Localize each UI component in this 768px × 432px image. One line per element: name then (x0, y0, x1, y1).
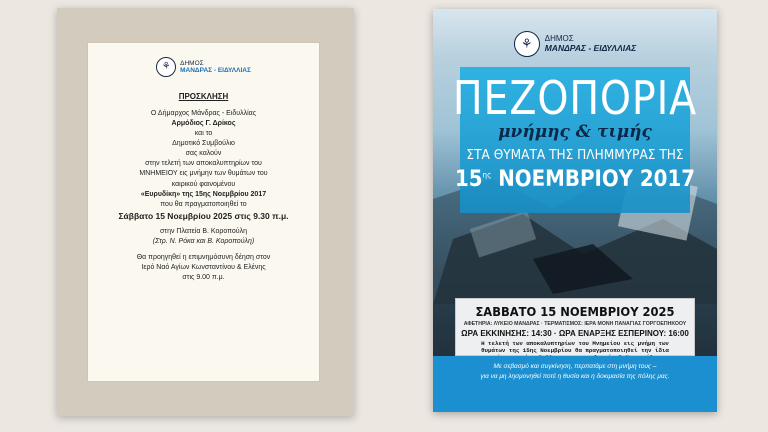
invitation-logo (98, 57, 309, 77)
invitation-line: σας καλούν (185, 150, 222, 158)
poster-logo-line2: ΜΑΝΔΡΑΣ - ΕΙΔΥΛΛΙΑΣ (544, 42, 637, 53)
invitation-line: Ιερό Ναό Αγίων Κωνσταντίνου & Ελένης (141, 263, 266, 271)
invitation-card (87, 42, 320, 382)
event-details-box (455, 298, 695, 356)
invitation-line: στην τελετή των αποκαλυπτηρίων του (145, 160, 262, 168)
invitation-line: Αρμόδιος Γ. Δρίκος (171, 119, 236, 127)
poster-month-year: ΝΟΕΜΒΡΙΟΥ 2017 (498, 167, 696, 192)
invitation-line: στις 9.00 π.μ. (182, 273, 225, 281)
poster-footer (433, 356, 717, 412)
footer-line: Με σεβασμό και συγκίνηση, περπατάμε στη μνήμη τους – (493, 363, 657, 370)
municipality-logo-icon: ⚘ (156, 57, 176, 77)
poster-day: 15 (454, 167, 483, 192)
poster-logo-line1: ΔΗΜΟΣ (544, 33, 574, 43)
invitation-line: «Ευρυδίκη» της 15ης Νοεμβρίου 2017 (140, 190, 267, 198)
municipality-logo-icon: ⚘ (514, 31, 540, 57)
description-line: Η τελετή των αποκαλυπτηρίων του Μνημείου εις μνήμη των (481, 340, 669, 347)
invitation-frame (57, 8, 354, 416)
invitation-line: Θα προηγηθεί η επιμνημόσυνη δέηση στον (136, 253, 271, 261)
footer-line: για να μη λησμονηθεί ποτέ η θυσία και η δοκιμασία της πόλης μας. (480, 372, 670, 380)
invitation-line: και το (194, 129, 213, 137)
invitation-line: στην Πλατεία Β. Κοροπούλη (159, 228, 247, 236)
invitation-line: (Στρ. Ν. Ρόκα και Β. Κοροπούλη) (152, 238, 255, 246)
invitation-line: Δημοτικό Συμβούλιο (172, 140, 235, 148)
invitation-title: ΠΡΟΣΚΛΗΣΗ (178, 92, 229, 101)
invitation-line: ΜΝΗΜΕΙΟΥ εις μνήμην των θυμάτων του (139, 170, 268, 178)
event-date: ΣΑΒΒΑΤΟ 15 ΝΟΕΜΒΡΙΟΥ 2025 (475, 304, 675, 319)
invitation-date: Σάββατο 15 Νοεμβρίου 2025 στις 9.30 π.μ. (118, 211, 289, 221)
event-hours: ΩΡΑ ΕΚΚΙΝΗΣΗΣ: 14:30 · ΩΡΑ ΕΝΑΡΞΗΣ ΕΣΠΕΡΙΝΟΥ: 16:00 (461, 329, 689, 338)
logo-line1: ΔΗΜΟΣ (180, 59, 204, 67)
logo-line2: ΜΑΝΔΡΑΣ - ΕΙΔΥΛΛΙΑΣ (180, 67, 251, 74)
poster-logo (433, 31, 717, 57)
event-poster (433, 9, 717, 412)
poster-line4 (447, 167, 703, 192)
event-route: ΑΦΕΤΗΡΙΑ: ΛΥΚΕΙΟ ΜΑΝΔΡΑΣ · ΤΕΡΜΑΤΙΣΜΟΣ: ΙΕΡΑ ΜΟΝΗ ΠΑΝΑΓΙΑΣ ΓΟΡΓΟΕΠΗΚΟΟΥ (463, 321, 687, 327)
poster-day-suffix: ης (482, 170, 492, 180)
description-line: θυμάτων της 15ης Νοεμβρίου θα πραγματοποιηθεί την ίδια (481, 347, 669, 355)
invitation-line: Ο Δήμαρχος Μάνδρας - Ειδυλλίας (150, 109, 257, 117)
poster-line3: ΣΤΑ ΘΥΜΑΤΑ ΤΗΣ ΠΛΗΜΜΥΡΑΣ ΤΗΣ (466, 147, 684, 163)
invitation-line: που θα πραγματοποιηθεί το (160, 200, 247, 208)
invitation-line: καιρικού φαινομένου (171, 180, 236, 188)
poster-subtitle: μνήμης & τιμής (498, 122, 652, 142)
poster-title: ΠΕΖΟΠΟΡΙΑ (452, 71, 698, 125)
